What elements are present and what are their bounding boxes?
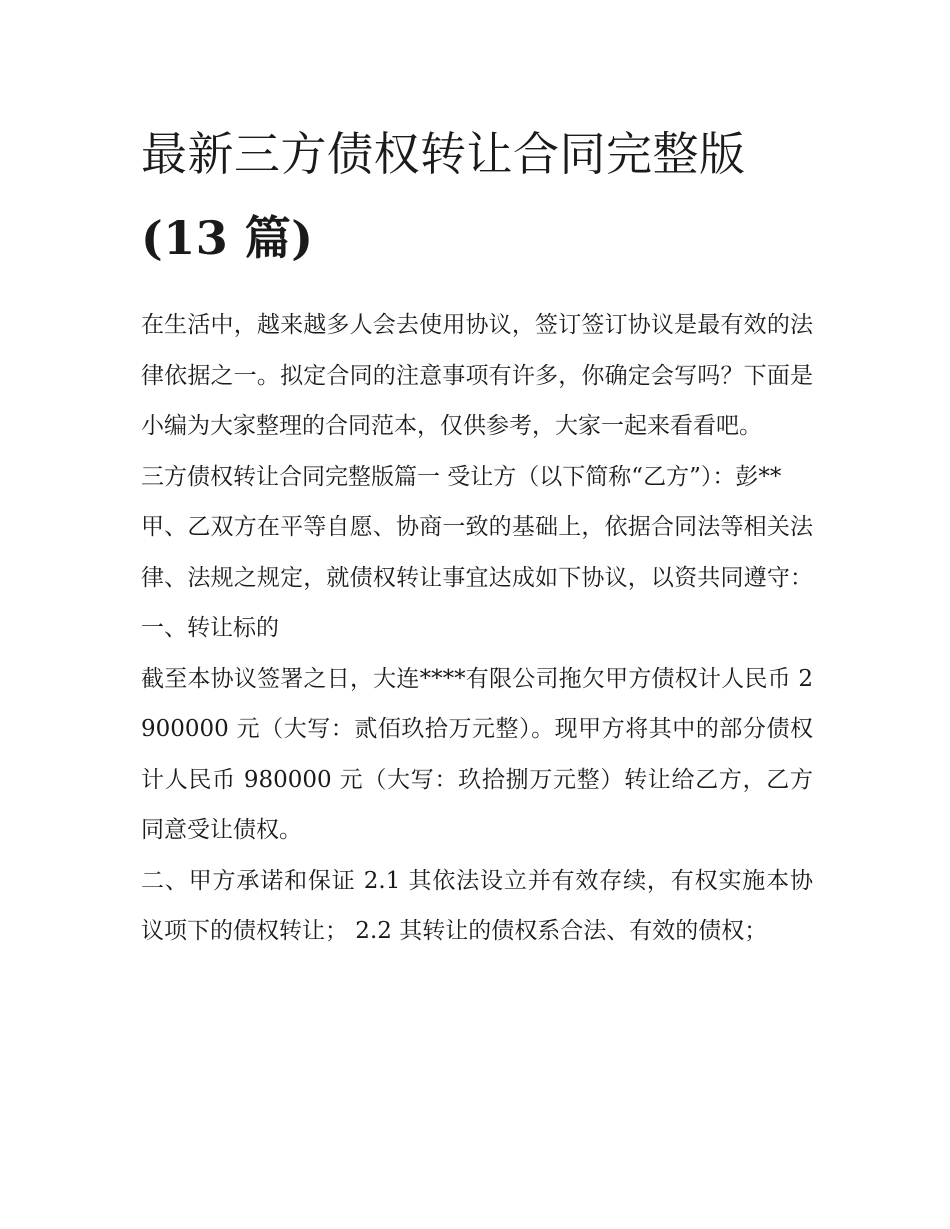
document-page <box>141 112 813 957</box>
transfer-subject-paragraph: 截至本协议签署之日，大连****有限公司拖欠甲方债权计人民币 2900000 元（大写：贰佰玖拾万元整）。现甲方将其中的部分债权计人民币 980000 元（大写：玖拾捌万元整）转让给乙方，乙方同意受让债权。 <box>141 665 813 843</box>
agreement-basis-paragraph: 甲、乙双方在平等自愿、协商一致的基础上，依据合同法等相关法律、法规之规定，就债权转让事宜达成如下协议，以资共同遵守： 一、转让标的 <box>141 514 813 641</box>
title-line-2: (13 篇) <box>141 211 314 265</box>
intro-paragraph: 在生活中，越来越多人会去使用协议，签订签订协议是最有效的法律依据之一。拟定合同的注意事项有许多，你确定会写吗？下面是小编为大家整理的合同范本，仅供参考，大家一起来看看吧。 <box>141 312 813 439</box>
document-title <box>141 112 813 280</box>
title-line-1: 最新三方债权转让合同完整版 <box>141 127 746 181</box>
party-a-warranty-paragraph: 二、甲方承诺和保证 2.1 其依法设立并有效存续，有权实施本协议项下的债权转让； 2.2 其转让的债权系合法、有效的债权； <box>141 867 813 944</box>
section-one-heading-paragraph: 三方债权转让合同完整版篇一 受让方（以下简称“乙方”）：彭** <box>141 463 782 490</box>
